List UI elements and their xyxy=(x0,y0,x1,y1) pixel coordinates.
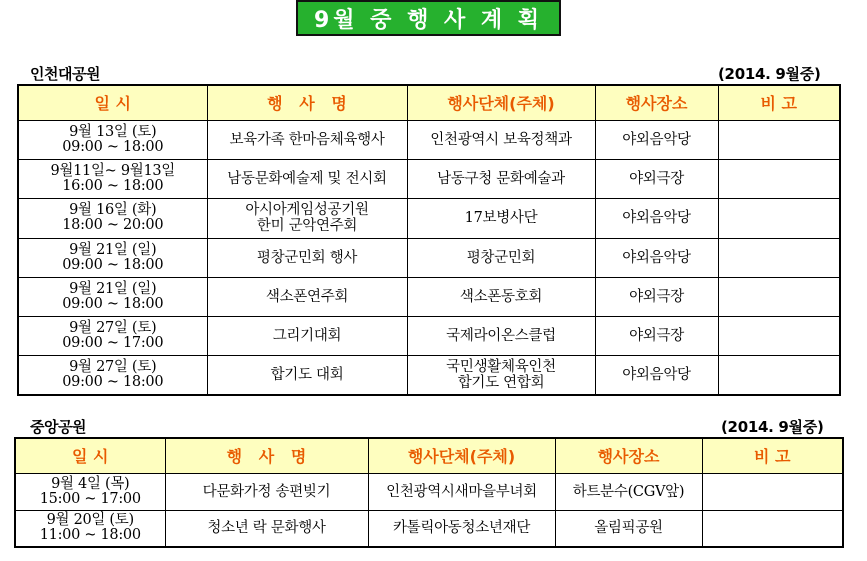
cell-date xyxy=(15,473,165,510)
cell-event xyxy=(207,159,407,198)
cell-org-text: 인천광역시 보육정책과 xyxy=(430,131,572,148)
cell-note xyxy=(702,473,843,510)
cell-date-text: 9월 13일 (토) xyxy=(69,123,157,140)
cell-note xyxy=(718,355,840,395)
header-date: 일 시 xyxy=(15,438,165,473)
cell-org xyxy=(368,510,555,547)
cell-place-text: 야외극장 xyxy=(629,170,684,187)
cell-event-text: 합기도 대회 xyxy=(270,366,344,383)
cell-event-text: 다문화가정 송편빚기 xyxy=(202,483,331,500)
table-header-row xyxy=(15,438,843,473)
cell-event xyxy=(207,120,407,159)
cell-note xyxy=(718,120,840,159)
header-event: 행 사 명 xyxy=(207,85,407,120)
table-row xyxy=(15,473,843,510)
schedule-table-central-park xyxy=(14,437,844,548)
cell-place xyxy=(595,238,718,277)
cell-place xyxy=(595,316,718,355)
table-row xyxy=(18,355,840,395)
cell-note xyxy=(718,316,840,355)
cell-date-text: 9월 4일 (목) xyxy=(51,475,130,492)
cell-date-text: 9월 16일 (화) xyxy=(69,202,157,218)
cell-place-text: 야외음악당 xyxy=(622,131,691,148)
cell-date-text: 9월 21일 (일) xyxy=(69,241,157,258)
cell-event xyxy=(207,316,407,355)
table-row xyxy=(15,510,843,547)
cell-event-text: 남동문화예술제 및 전시회 xyxy=(227,170,387,187)
cell-event-text: 색소폰연주회 xyxy=(265,288,349,305)
cell-org-text: 17보병사단 xyxy=(464,210,538,226)
cell-event-text: 그리기대회 xyxy=(272,327,342,344)
cell-date-text: 9월 21일 (일) xyxy=(69,280,157,297)
cell-org xyxy=(407,277,595,316)
cell-place xyxy=(595,277,718,316)
cell-org-text: 국민생활체육인천 xyxy=(446,358,556,375)
cell-place-text: 야외음악당 xyxy=(622,249,691,266)
cell-date xyxy=(18,238,207,277)
header-note: 비 고 xyxy=(702,438,843,473)
table-row xyxy=(18,159,840,198)
cell-date xyxy=(15,510,165,547)
cell-note xyxy=(718,198,840,238)
cell-place-text: 야외극장 xyxy=(629,288,684,305)
cell-date xyxy=(18,277,207,316)
cell-date xyxy=(18,316,207,355)
cell-note xyxy=(718,159,840,198)
page-title: 9월 중 행 사 계 획 xyxy=(296,0,561,36)
cell-date-text: 09:00 ~ 18:00 xyxy=(62,256,164,273)
cell-org-text: 카톨릭아동청소년재단 xyxy=(392,520,531,537)
cell-place-text: 야외음악당 xyxy=(622,366,691,383)
cell-event-text: 아시아게임성공기원 xyxy=(245,202,369,218)
cell-date-text: 18:00 ~ 20:00 xyxy=(62,217,164,233)
header-org: 행사단체(주체) xyxy=(407,85,595,120)
header-note: 비 고 xyxy=(718,85,840,120)
cell-event xyxy=(207,277,407,316)
cell-place-text: 하트분수(CGV앞) xyxy=(572,483,685,500)
table-row xyxy=(18,316,840,355)
table-row xyxy=(18,277,840,316)
cell-event xyxy=(207,198,407,238)
cell-note xyxy=(702,510,843,547)
cell-date xyxy=(18,355,207,395)
cell-org xyxy=(407,198,595,238)
section-period: (2014. 9월중) xyxy=(721,418,824,436)
cell-place xyxy=(595,355,718,395)
cell-org xyxy=(407,159,595,198)
cell-place-text: 올림픽공원 xyxy=(594,520,663,537)
cell-org xyxy=(407,355,595,395)
section-name-central-park: 중앙공원 xyxy=(30,418,86,436)
cell-date xyxy=(18,159,207,198)
cell-date-text: 16:00 ~ 18:00 xyxy=(62,177,164,194)
cell-event xyxy=(165,473,368,510)
cell-event-text: 보육가족 한마음체육행사 xyxy=(229,131,385,148)
header-place: 행사장소 xyxy=(595,85,718,120)
cell-event xyxy=(207,355,407,395)
cell-event-text: 한미 군악연주회 xyxy=(256,218,358,234)
cell-date xyxy=(18,198,207,238)
cell-date-text: 9월 20일 (토) xyxy=(46,512,134,529)
header-place: 행사장소 xyxy=(555,438,702,473)
header-org: 행사단체(주체) xyxy=(368,438,555,473)
cell-event xyxy=(165,510,368,547)
cell-event-text: 평창군민회 행사 xyxy=(256,249,358,266)
header-event: 행 사 명 xyxy=(165,438,368,473)
cell-org-text: 평창군민회 xyxy=(466,249,536,266)
cell-org-text: 합기도 연합회 xyxy=(457,374,545,391)
section-period: (2014. 9월중) xyxy=(718,65,821,83)
table-row xyxy=(18,120,840,159)
cell-date-text: 09:00 ~ 17:00 xyxy=(62,334,164,351)
cell-org-text: 색소폰동호회 xyxy=(459,288,543,305)
cell-place xyxy=(595,159,718,198)
cell-date-text: 09:00 ~ 18:00 xyxy=(62,295,164,312)
cell-org xyxy=(407,120,595,159)
cell-place-text: 야외음악당 xyxy=(622,210,691,226)
cell-place xyxy=(555,473,702,510)
cell-date-text: 9월 27일 (토) xyxy=(69,358,157,375)
cell-place-text: 야외극장 xyxy=(629,327,684,344)
table-row xyxy=(18,198,840,238)
cell-note xyxy=(718,277,840,316)
header-date: 일 시 xyxy=(18,85,207,120)
cell-event-text: 청소년 락 문화행사 xyxy=(207,520,326,537)
schedule-table-incheon-grand-park xyxy=(17,84,841,396)
cell-event xyxy=(207,238,407,277)
cell-org xyxy=(368,473,555,510)
section-name-incheon-grand-park: 인천대공원 xyxy=(30,65,100,83)
table-row xyxy=(18,238,840,277)
cell-note xyxy=(718,238,840,277)
cell-org xyxy=(407,238,595,277)
cell-org-text: 남동구청 문화예술과 xyxy=(437,170,565,187)
cell-org-text: 국제라이온스클럽 xyxy=(446,327,556,344)
cell-date xyxy=(18,120,207,159)
cell-date-text: 09:00 ~ 18:00 xyxy=(62,373,164,390)
cell-org xyxy=(407,316,595,355)
cell-place xyxy=(595,198,718,238)
cell-org-text: 인천광역시새마을부녀회 xyxy=(386,483,537,500)
cell-date-text: 9월 27일 (토) xyxy=(69,319,157,336)
table-header-row xyxy=(18,85,840,120)
cell-date-text: 15:00 ~ 17:00 xyxy=(39,490,141,507)
cell-date-text: 11:00 ~ 18:00 xyxy=(39,527,141,544)
cell-date-text: 9월11일~ 9월13일 xyxy=(50,162,176,179)
cell-date-text: 09:00 ~ 18:00 xyxy=(62,138,164,155)
cell-place xyxy=(555,510,702,547)
cell-place xyxy=(595,120,718,159)
